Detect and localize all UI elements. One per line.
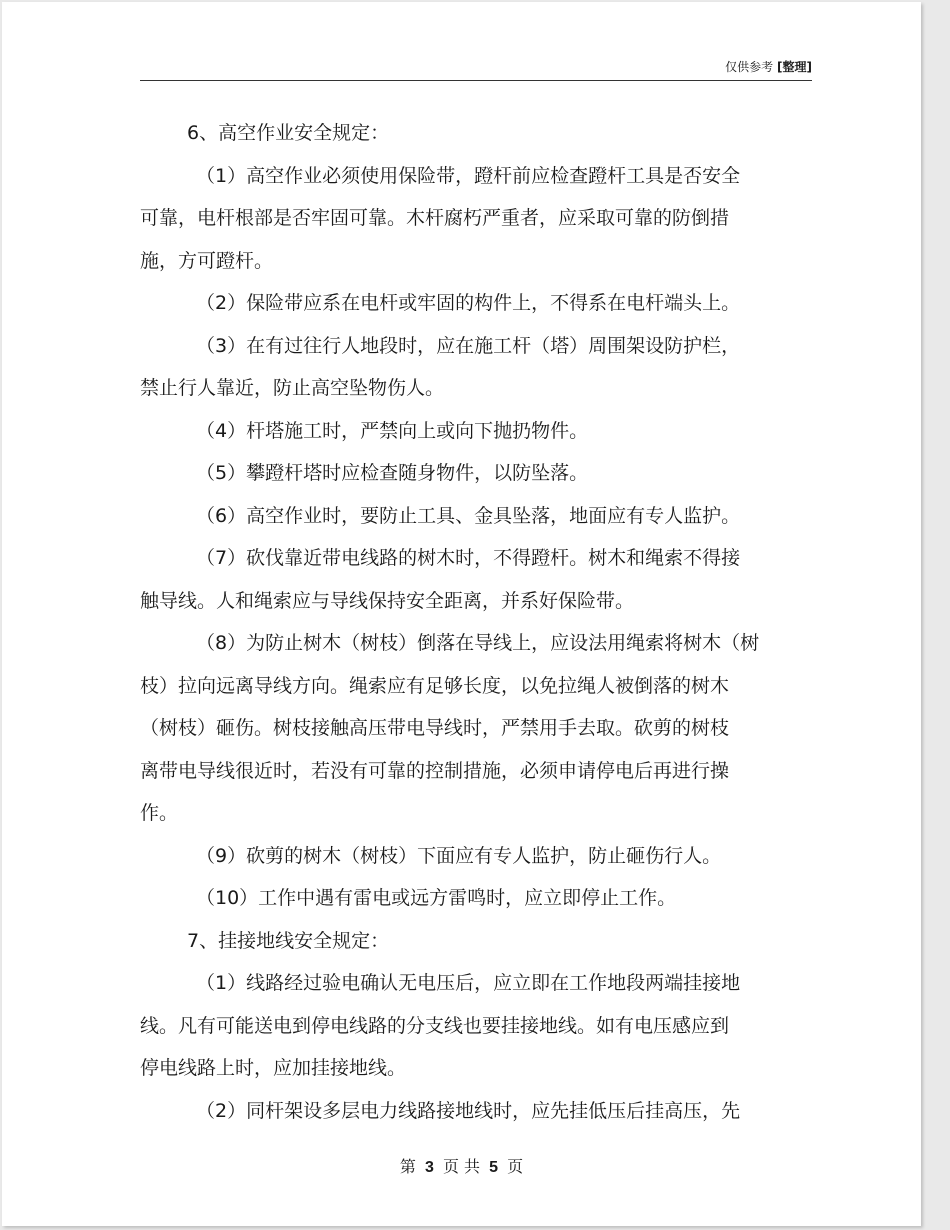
text-line: 施，方可蹬杆。 [140, 249, 274, 272]
paragraph [140, 1090, 812, 1133]
page-header [140, 58, 812, 81]
text-line: （树枝）砸伤。树枝接触高压带电导线时，严禁用手去取。砍剪的树枝 [140, 717, 730, 739]
paragraph [140, 622, 812, 835]
paragraph [140, 835, 812, 878]
paragraph [140, 537, 812, 622]
text-line: 停电线路上时，应加挂接地线。 [140, 1057, 407, 1079]
paragraph [140, 155, 812, 283]
header-text: 仅供参考 [725, 60, 774, 74]
text-line: 枝）拉向远离导线方向。绳索应有足够长度，以免拉绳人被倒落的树木 [140, 674, 730, 697]
paragraph [140, 452, 812, 495]
footer-suffix: 页 [507, 1157, 524, 1176]
paragraph [140, 282, 812, 325]
text-line: （8）为防止树木（树枝）倒落在导线上，应设法用绳索将树木（树 [196, 632, 760, 654]
document-page [2, 2, 921, 1226]
text-line: （2）保险带应系在电杆或牢固的构件上，不得系在电杆端头上。 [196, 292, 741, 314]
text-line: （6）高空作业时，要防止工具、金具坠落，地面应有专人监护。 [196, 504, 741, 527]
text-line: 禁止行人靠近，防止高空坠物伤人。 [140, 377, 445, 399]
text-line: （2）同杆架设多层电力线路接地线时，应先挂低压后挂高压，先 [196, 1099, 741, 1122]
text-line: 可靠，电杆根部是否牢固可靠。木杆腐朽严重者，应采取可靠的防倒措 [140, 207, 730, 229]
paragraph [140, 410, 812, 453]
footer-prefix: 第 [399, 1157, 416, 1176]
text-line: （3）在有过往行人地段时，应在施工杆（塔）周围架设防护栏， [196, 334, 741, 357]
text-line: 7、挂接地线安全规定： [187, 929, 390, 952]
text-line: （5）攀蹬杆塔时应检查随身物件，以防坠落。 [196, 462, 589, 484]
text-line: （1）高空作业必须使用保险带，蹬杆前应检查蹬杆工具是否安全 [196, 164, 741, 187]
header-tag: [整理] [777, 60, 812, 74]
text-line: 离带电导线很近时，若没有可靠的控制措施，必须申请停电后再进行操 [140, 759, 730, 782]
text-line: 6、高空作业安全规定： [187, 122, 390, 144]
text-line: （7）砍伐靠近带电线路的树木时，不得蹬杆。树木和绳索不得接 [196, 547, 741, 569]
footer-page-number: 3 [424, 1159, 434, 1176]
text-line: （1）线路经过验电确认无电压后，应立即在工作地段两端挂接地 [196, 972, 741, 994]
section-heading [140, 112, 812, 155]
text-line: 线。凡有可能送电到停电线路的分支线也要挂接地线。如有电压感应到 [140, 1014, 730, 1037]
footer-total-pages: 5 [489, 1159, 499, 1176]
document-body [140, 112, 812, 1132]
text-line: （10）工作中遇有雷电或远方雷鸣时，应立即停止工作。 [196, 887, 677, 909]
text-line: 触导线。人和绳索应与导线保持安全距离，并系好保险带。 [140, 589, 635, 612]
text-line: 作。 [140, 802, 179, 824]
paragraph [140, 495, 812, 538]
paragraph [140, 962, 812, 1090]
footer-middle: 页 共 [442, 1157, 481, 1176]
text-line: （9）砍剪的树木（树枝）下面应有专人监护，防止砸伤行人。 [196, 844, 722, 867]
paragraph [140, 325, 812, 410]
paragraph [140, 877, 812, 920]
section-heading [140, 920, 812, 963]
text-line: （4）杆塔施工时，严禁向上或向下抛扔物件。 [196, 419, 589, 442]
page-footer [2, 1156, 921, 1179]
